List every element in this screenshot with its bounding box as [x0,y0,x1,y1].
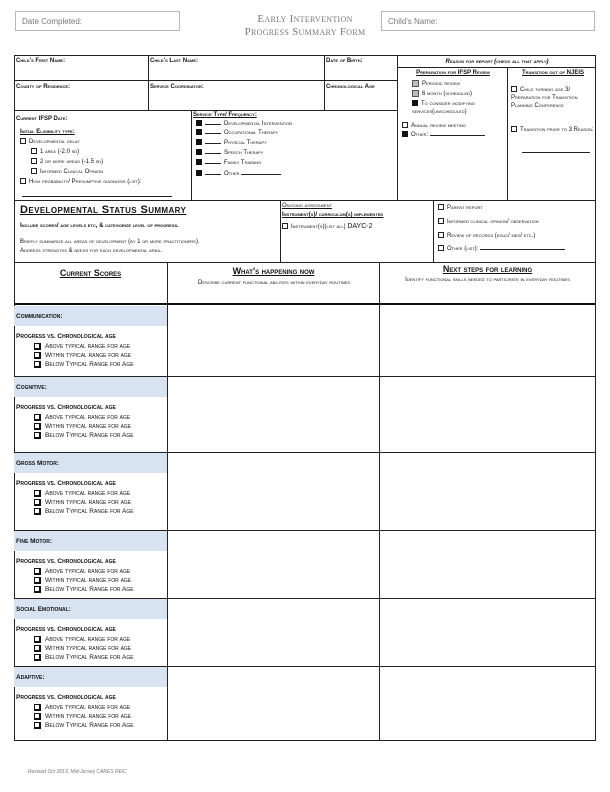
checkbox-icon[interactable] [34,586,41,593]
county-label[interactable]: County of Residence: [16,84,71,90]
frequency-blank[interactable] [205,128,221,134]
checkbox-icon[interactable] [196,139,202,145]
checkbox-icon[interactable] [34,499,41,506]
progress-option-label: Above typical range for age [45,568,131,576]
prep-title: Preparation for IFSP Review [416,70,490,76]
progress-option-label: Above typical range for age [45,704,131,712]
rule [397,67,596,68]
elig-1area[interactable] [31,148,79,156]
rule [191,110,192,200]
reason-modify[interactable] [412,100,506,116]
dev-summary-title: Developmental Status Summary [20,204,187,216]
dev-summary-line2: Briefly summarize all areas of development (by 1 or more practitioners). [20,239,200,245]
progress-option-below[interactable] [34,722,134,729]
social-emotional-happening-cell[interactable] [168,599,379,665]
instrument-title: Instrument(s)/ curriculum(s) implemented [282,212,384,218]
trans-age3[interactable] [511,86,595,110]
communication-happening-cell[interactable] [168,306,379,375]
communication-next-steps-cell[interactable] [380,306,595,375]
elig-2area-label: 2 or more areas (-1.5 sd) [40,159,104,165]
checkbox-icon[interactable] [282,223,288,229]
progress-option-label: Below Typical Range for Age [45,508,134,516]
progress-label: Progress vs. Chronological age [16,626,116,633]
trans-prior3[interactable] [511,126,595,134]
frequency-blank[interactable] [205,169,221,175]
checkbox-icon[interactable] [34,414,41,421]
checkbox-icon[interactable] [402,122,408,128]
rule [14,262,596,263]
reason-modify-label: To consider modifying services(unscheduled) [412,101,475,115]
reason-periodic-label: Periodic review [422,81,461,88]
elig-delay[interactable] [20,138,80,146]
instrument-item[interactable] [282,223,373,231]
service-other[interactable] [196,169,281,178]
progress-option-above[interactable] [34,414,130,421]
chron-age-label[interactable]: Chronological Age [326,84,375,90]
checkbox-icon[interactable] [438,245,444,251]
service-ft[interactable] [196,158,261,167]
checkbox-icon[interactable] [34,361,41,368]
checkbox-icon[interactable] [34,432,41,439]
progress-option-label: Above typical range for age [45,414,131,422]
checkbox-icon[interactable] [511,126,517,132]
service-ft-label: Family Training [224,160,262,166]
progress-option-below[interactable] [34,361,134,368]
progress-option-above[interactable] [34,568,130,575]
rule [507,68,508,200]
checkbox-icon[interactable] [34,645,41,652]
elig-high-prob-label: High probability/ Presumptive diagnosis (list): [29,179,142,185]
progress-option-label: Within typical range for age [45,713,132,721]
fine-motor-happening-cell[interactable] [168,531,379,597]
checkbox-icon[interactable] [34,577,41,584]
progress-option-above[interactable] [34,490,130,497]
progress-option-label: Within typical range for age [45,352,132,360]
elig-list-blank[interactable] [22,196,172,197]
checkbox-icon[interactable] [196,120,202,126]
checkbox-icon[interactable] [34,423,41,430]
dev-summary-line1: Include scores/ age levels etc, & categorize level of progress. [20,223,179,229]
checkbox-icon[interactable] [196,129,202,135]
reason-other-blank[interactable] [430,135,485,136]
trans-age3-label: Child turning age 3/ Preparation for Transition Planning Conference [511,87,578,109]
checkbox-icon[interactable] [31,158,37,164]
checkbox-icon[interactable] [34,508,41,515]
frequency-blank[interactable] [205,138,221,144]
progress-label: Progress vs. Chronological age [16,404,116,411]
col-next-steps-sub: Identify functional skills needed to participate in everyday routines [405,277,570,283]
elig-ico[interactable] [31,168,103,176]
elig-1area-label: 1 area (-2.0 sd) [40,149,80,155]
progress-option-label: Above typical range for age [45,490,131,498]
progress-label: Progress vs. Chronological age [16,480,116,487]
area-label-communication: Communication: [16,313,63,320]
area-label-social-emotional: Social Emotional: [16,606,71,613]
rule [14,303,596,305]
trans-reason-blank[interactable] [522,152,590,153]
checkbox-icon[interactable] [438,232,444,238]
frequency-blank[interactable] [205,158,221,164]
checkbox-icon[interactable] [34,636,41,643]
source-other-label: Other (list): [447,246,479,252]
progress-option-label: Below Typical Range for Age [45,361,134,369]
elig-2area[interactable] [31,158,103,166]
progress-option-below[interactable] [34,654,134,661]
rule [397,55,398,200]
first-name-label[interactable]: Child's First Name: [16,58,66,64]
progress-option-within[interactable] [34,645,131,652]
rule [14,740,596,741]
source-ico[interactable] [438,218,539,226]
checkbox-icon[interactable] [31,148,37,154]
progress-option-below[interactable] [34,432,134,439]
gross-motor-next-steps-cell[interactable] [380,453,595,529]
dev-summary-line3: Address strengths & needs for each developmental area. [20,248,162,254]
service-other-blank[interactable] [241,174,281,175]
progress-option-below[interactable] [34,508,134,515]
checkbox-icon[interactable] [34,654,41,661]
col-current-scores: Current Scores [59,268,122,278]
area-label-adaptive: Adaptive: [16,674,45,681]
checkbox-icon[interactable] [196,149,202,155]
trans-title: Transition out of NJEIS [521,70,584,76]
checkbox-icon[interactable] [20,178,26,184]
progress-option-below[interactable] [34,586,134,593]
progress-option-within[interactable] [34,577,131,584]
form-title-line2: Progress Summary Form [244,26,366,38]
elig-high-prob[interactable] [20,178,141,186]
progress-option-above[interactable] [34,343,130,350]
checkbox-icon[interactable] [438,218,444,224]
childs-name-field[interactable]: Child's Name: [381,11,595,31]
form-title [200,13,410,39]
progress-option-above[interactable] [34,704,130,711]
rule [14,55,596,56]
progress-option-label: Within typical range for age [45,423,132,431]
trans-prior3-label: Transition prior to 3 Reason: [520,127,594,133]
source-parent-label: Parent report [447,205,483,211]
frequency-blank[interactable] [205,148,221,154]
service-di[interactable] [196,119,292,128]
progress-option-label: Below Typical Range for Age [45,654,134,662]
progress-label: Progress vs. Chronological age [16,333,116,340]
progress-option-label: Below Typical Range for Age [45,586,134,594]
checkbox-icon[interactable] [412,90,419,97]
eligibility-title: Initial Eligibility type: [20,129,75,135]
service-pt-label: Physical Therapy [224,140,267,146]
reason-title: Reason for report (check all that apply) [445,59,549,65]
source-ico-label: Informed clinical opinion/ observation [447,219,539,225]
reason-annual[interactable] [402,122,466,130]
checkbox-icon[interactable] [34,352,41,359]
checkbox-icon[interactable] [20,138,26,144]
rule [433,200,434,262]
elig-delay-label: Developmental delay [29,139,80,145]
checkbox-icon[interactable] [412,80,419,87]
service-ot[interactable] [196,128,278,137]
col-whats-happening: What's happening now [232,266,315,276]
checkbox-icon[interactable] [196,170,202,176]
last-name-label[interactable]: Child's Last Name: [150,58,198,64]
progress-label: Progress vs. Chronological age [16,558,116,565]
service-pt[interactable] [196,138,267,147]
progress-option-label: Above typical range for age [45,343,131,351]
checkbox-icon[interactable] [438,204,444,210]
source-other-blank[interactable] [480,249,565,250]
service-ot-label: Occupational Therapy [224,130,279,136]
rule [14,55,15,741]
progress-option-label: Below Typical Range for Age [45,432,134,440]
progress-option-within[interactable] [34,352,131,359]
footer-revision: Revised Oct 2013. Mid-Jersey CARES REIC [28,769,127,775]
col-next-steps: Next steps for learning [442,264,533,274]
service-di-label: Developmental Intervention [224,121,293,127]
rule [280,200,281,262]
reason-periodic[interactable] [412,80,460,88]
checkbox-icon[interactable] [34,722,41,729]
date-completed-field[interactable]: Date Completed: [15,11,180,31]
reason-6-month[interactable] [412,90,472,98]
cognitive-next-steps-cell[interactable] [380,377,595,451]
service-other-label: Other [224,171,240,177]
reason-annual-label: Annual review meeting [411,123,466,129]
reason-6-month-label: 6 month (scheduled) [422,91,473,98]
dob-label[interactable]: Date of Birth: [326,58,363,64]
rule [14,200,596,201]
progress-label: Progress vs. Chronological age [16,694,116,701]
checkbox-icon[interactable] [196,159,202,165]
instrument-value[interactable]: DAYC-2 [347,223,373,230]
rule [148,55,149,110]
checkbox-icon[interactable] [34,568,41,575]
area-label-gross-motor: Gross Motor: [16,460,59,467]
area-label-cognitive: Cognitive: [16,384,47,391]
cognitive-happening-cell[interactable] [168,377,379,451]
elig-ico-label: Informed Clinical Opinion [40,169,104,175]
checkbox-icon[interactable] [34,704,41,711]
area-label-fine-motor: Fine Motor: [16,538,53,545]
coordinator-label[interactable]: Service Coordinator: [150,84,204,90]
frequency-blank[interactable] [205,119,221,125]
gross-motor-happening-cell[interactable] [168,453,379,529]
progress-option-label: Within typical range for age [45,499,132,507]
adaptive-next-steps-cell[interactable] [380,667,595,739]
service-st-label: Speech Therapy [224,150,264,156]
source-records-label: Review of records (educ/ med/ etc.) [447,233,536,239]
progress-option-above[interactable] [34,636,130,643]
social-emotional-next-steps-cell[interactable] [380,599,595,665]
progress-option-label: Within typical range for age [45,645,132,653]
instrument-item-label: Instrument(s)(list all) [291,224,346,230]
progress-option-within[interactable] [34,423,131,430]
reason-other-label: Other: [411,132,429,138]
source-records[interactable] [438,232,535,240]
fine-motor-next-steps-cell[interactable] [380,531,595,597]
service-st[interactable] [196,148,263,157]
progress-option-within[interactable] [34,499,131,506]
checkbox-icon[interactable] [34,490,41,497]
checkbox-icon[interactable] [34,343,41,350]
rule [14,80,398,81]
rule [595,55,596,741]
ongoing-label: Ongoing assessment [282,203,332,209]
ifsp-date-label[interactable]: Current IFSP Date: [16,116,68,122]
progress-option-label: Below Typical Range for Age [45,722,134,730]
source-parent[interactable] [438,204,483,212]
reason-other[interactable] [402,131,485,139]
progress-option-label: Above typical range for age [45,636,131,644]
col-whats-happening-sub: Describe current functional abilities within everyday routines [198,280,350,286]
source-other[interactable] [438,245,565,253]
checkbox-icon[interactable] [412,100,418,106]
service-title: Service Type/ Frequency: [193,112,257,118]
checkbox-icon[interactable] [34,713,41,720]
progress-option-within[interactable] [34,713,131,720]
checkbox-icon[interactable] [511,86,517,92]
checkbox-icon[interactable] [402,131,408,137]
progress-option-label: Within typical range for age [45,577,132,585]
rule [324,55,325,110]
form-title-line1: Early Intervention [257,13,353,25]
checkbox-icon[interactable] [31,168,37,174]
adaptive-happening-cell[interactable] [168,667,379,739]
